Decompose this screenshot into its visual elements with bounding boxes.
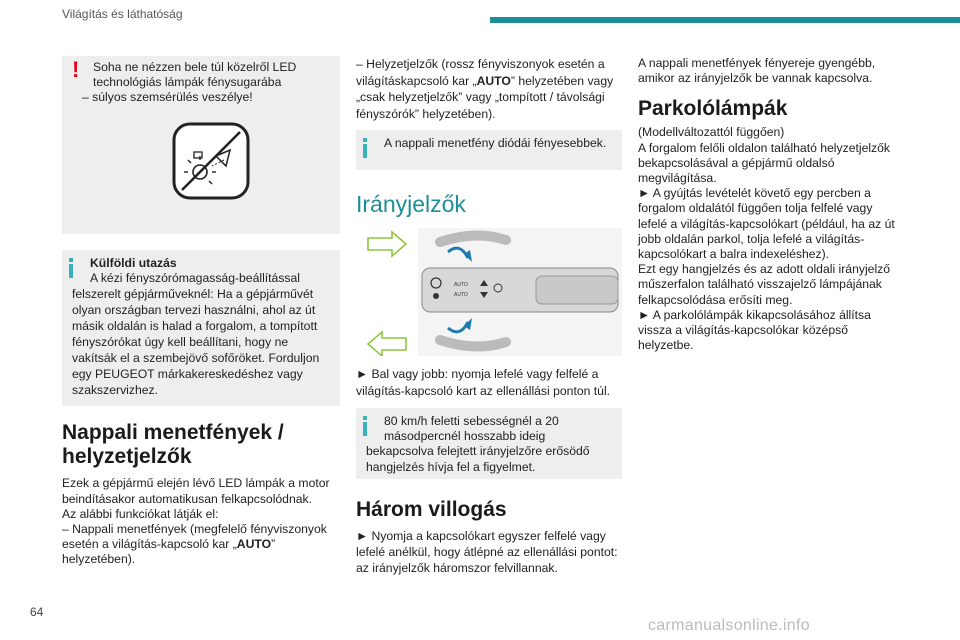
info-abroad-title: Külföldi utazás (90, 256, 177, 270)
no-looking-into-led-icon (172, 122, 250, 204)
header-section-title: Világítás és láthatóság (62, 7, 183, 21)
warning-consequence: – súlyos szemsérülés veszélye! (82, 90, 253, 105)
info-box-diodes: A nappali menetfény diódái fényesebbek. (356, 130, 622, 170)
column-1 (62, 56, 340, 568)
info-box-abroad (62, 250, 340, 406)
drl-functions-intro: Az alábbi funkciókat látják el: (62, 506, 219, 521)
indicators-heading: Irányjelzők (356, 191, 466, 217)
info-icon (363, 138, 367, 158)
warning-box (62, 56, 340, 234)
column-2 (356, 56, 622, 576)
page-number: 64 (30, 605, 44, 619)
warning-exclamation-icon: ! (72, 57, 80, 82)
info-icon (363, 416, 367, 436)
info-abroad-line1: A kézi fényszórómagasság-beállítással (90, 271, 301, 286)
header-accent-bar (490, 17, 960, 23)
indicators-instruction: ► Bal vagy jobb: nyomja lefelé vagy felfelé a világítás-kapcsoló kart az ellenállási ponton túl. (356, 367, 611, 398)
drl-heading: Nappali menetfények / helyzetjelzők (62, 421, 284, 469)
watermark: carmanualsonline.info (648, 617, 810, 634)
stalk-auto-label-2: AUTO (454, 292, 468, 298)
three-flash-text: ► Nyomja a kapcsolókart egyszer felfelé vagy lefelé anélkül, hogy átlépné az ellenállási pontot: az irányjelzők háromszor felvillannak. (356, 529, 618, 575)
parking-step-deactivate: ► A parkolólámpák kikapcsolásához állítsa vissza a világítás-kapcsolókar középső helyzetbe. (638, 307, 871, 353)
parking-step-activate: ► A gyújtás levételét követő egy percben a forgalom oldalától függően tolja felfelé vagy lefelé a világítás-kapcsolókart (például, ha az út jobb oldalán parkol, tolja lefelé a világítás-kapcsolókart a balra indexeléshez). (638, 186, 895, 262)
drl-function-daytime: – Nappali menetfények (megfelelő fényviszonyok esetén a világítás-kapcsoló kar „AUTO” helyzetében). (62, 522, 327, 567)
drl-dimming-note: A nappali menetfények fényereje gyengébb, amikor az irányjelzők be vannak kapcsolva. (638, 56, 876, 86)
parking-model-note: (Modellváltozattól függően) (638, 125, 785, 140)
warning-text: Soha ne nézzen bele túl közelről LED technológiás lámpák fénysugarába (93, 60, 297, 90)
stalk-illustration (356, 228, 622, 356)
parking-lamps-heading: Parkolólámpák (638, 97, 788, 121)
column-3 (638, 56, 900, 353)
drl-function-position: – Helyzetjelzők (rossz fényviszonyok esetén a világításkapcsoló kar „AUTO” helyzetében vagy „csak helyzetjelzők” vagy „tompított / távolsági fényszórók” helyzetében). (356, 57, 614, 121)
info-icon (69, 258, 73, 278)
info-box-80kmh: 80 km/h feletti sebességnél a 20 másodpercnél hosszabb ideig bekapcsolva felejtett irányjelzőre erősödő hangjelzés hívja fel a figyelmet. (356, 408, 622, 479)
parking-confirmation: Ezt egy hangjelzés és az adott oldali irányjelző műszerfalon található visszajelző lámpájának felkapcsolódása erősíti meg. (638, 262, 891, 307)
stalk-auto-label-1: AUTO (454, 282, 468, 288)
parking-description: A forgalom felőli oldalon található helyzetjelzők bekapcsolásával a gépjármű oldalsó megvilágítása. (638, 140, 891, 186)
drl-intro: Ezek a gépjármű elején lévő LED lámpák a motor beindításakor automatikusan felkapcsolódnak. (62, 476, 330, 506)
three-flash-heading: Három villogás (356, 498, 507, 521)
info-abroad-text: felszerelt gépjárműveknél: Ha a gépjárművét olyan országban tervezi használni, ahol az út másik oldalán is halad a forgalom, a tompított fényszórókat úgy kell beállítani, hogy ne vakítsák el a szembejövő sofőröket. Forduljon egy PEUGEOT márkakereskedéshez vagy szakszervizhez. (72, 287, 320, 398)
